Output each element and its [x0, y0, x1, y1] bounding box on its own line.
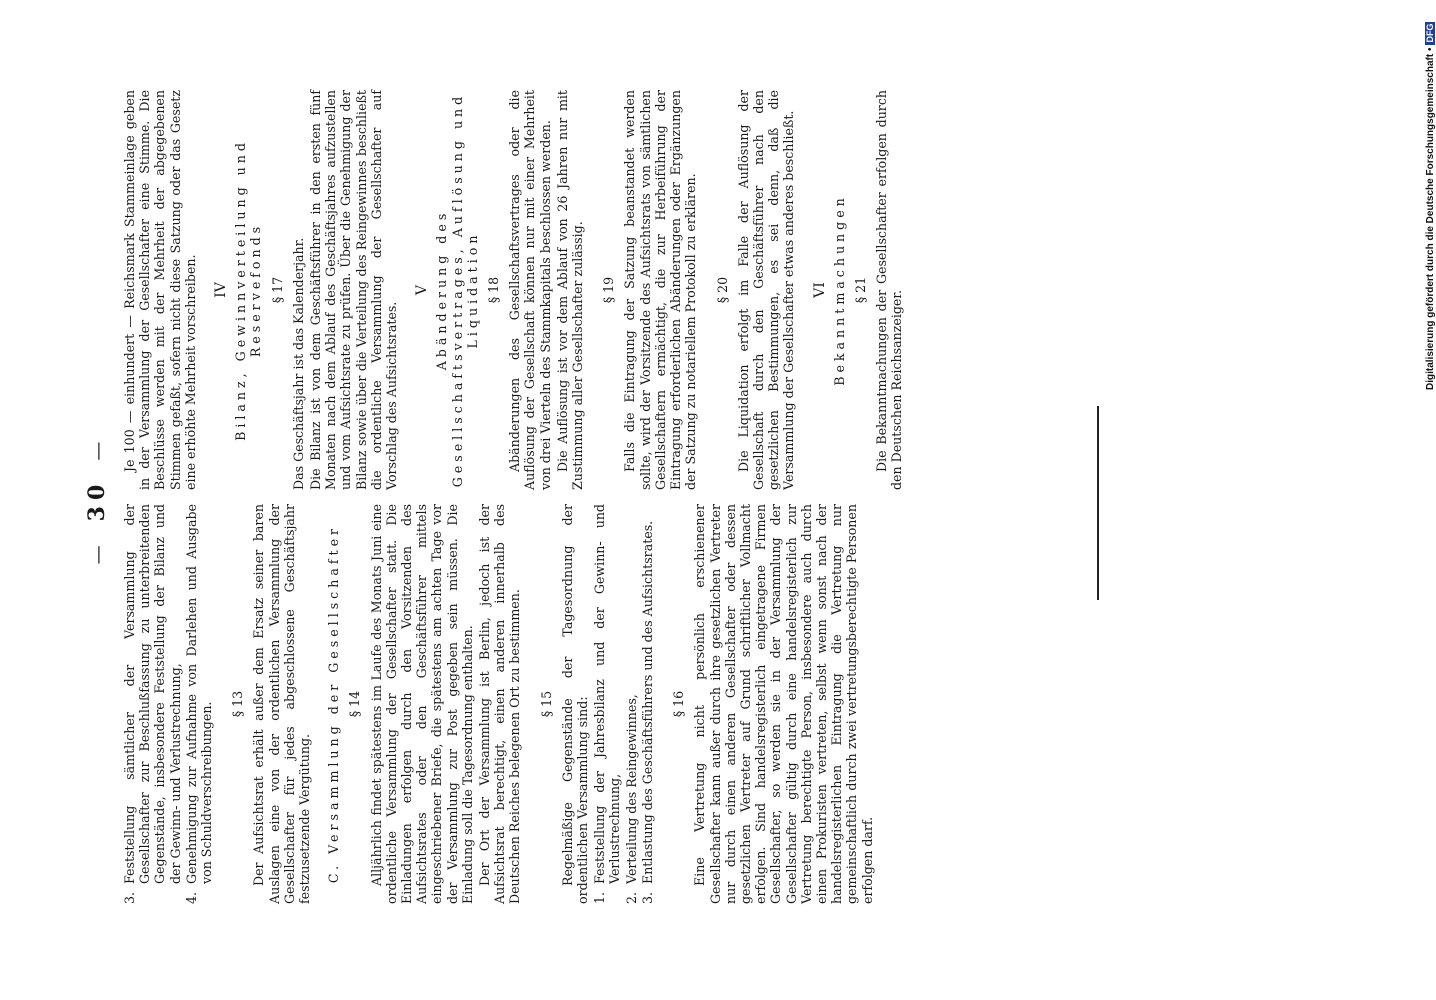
list-text: Feststellung sämtlicher der Versammlung der Gesellschafter zur Beschlußfassung zu unterbreitenden Gegenstände, insbesondere Feststellung der Bilanz und der Gewinn- und Verlustrechnung,	[122, 504, 183, 884]
voting-paragraph: Je 100 — einhundert — Reichsmark Stammeinlage geben in der Versammlung der Gesellschafter eine Stimme. Die Beschlüsse werden mit der Mehrheit der abgegebenen Stimmen gefaßt, sofern nicht diese Satzung oder das Gesetz eine erhöhte Mehrheit vorschreiben.	[122, 90, 198, 490]
section-21-heading: § 21	[852, 276, 868, 304]
list-number: 3.	[122, 891, 137, 904]
section-13-text: Der Aufsichtsrat erhält außer dem Ersatz seiner baren Auslagen eine von der ordentlichen Versammlung der Gesellschafter für jedes abgeschlossene Geschäftsjahr festzusetzende Vergütung.	[251, 504, 313, 904]
section-17-paragraph-2: Die Bilanz ist von dem Geschäftsführer in den ersten fünf Monaten nach dem Ablauf des Geschäftsjahres aufzustellen und vom Aufsichtsrate zu prüfen. Über die Genehmigung der Bilanz sowie über die Verteilung des Reingewinnes beschließt die ordentliche Versammlung der Gesellschafter auf Vorschlag des Aufsichtsrates.	[308, 90, 400, 490]
page-number-dash-left: —	[87, 539, 109, 565]
section-15-heading: § 15	[538, 690, 554, 718]
part-iv-heading: Bilanz, Gewinnverteilung und Reservefonds	[233, 139, 264, 441]
left-column	[122, 504, 877, 904]
right-column	[122, 90, 907, 490]
list-item	[640, 504, 655, 904]
section-17-heading: § 17	[269, 276, 285, 304]
list-text: Feststellung der Jahresbilanz und der Gewinn- und Verlustrechnung,	[592, 504, 623, 884]
part-vi-heading: Bekanntmachungen	[831, 194, 847, 386]
list-item	[624, 504, 639, 904]
section-14-paragraph-1: Alljährlich findet spätestens im Laufe des Monats Juni eine ordentliche Versammlung der Gesellschafter statt. Die Einladungen erfolgen durch den Vorsitzenden des Aufsichtsrates oder den Geschäftsführer mittels eingeschriebener Briefe, die spätestens am achten Tage vor der Versammlung zur Post gegeben sein müssen. Die Einladung soll die Tagesordnung enthalten.	[368, 504, 475, 904]
section-16-text: Eine Vertretung nicht persönlich erschienener Gesellschafter kann außer durch ihre gesetzlichen Vertreter nur durch einen anderen Gesellschafter oder dessen gesetzlichen Vertreter auf Grund schriftlicher Vollmacht erfolgen. Sind handelsregisterlich eingetragene Firmen Gesellschafter, so werden sie in der Versammlung der Gesellschafter gültig durch eine handelsregisterlich zur Vertretung berechtigte Person, insbesondere auch durch einen Prokuristen vertreten, selbst wenn sonst nach der handelsregisterlichen Eintragung die Vertretung nur gemeinschaftlich durch zwei vertretungsberechtigte Personen erfolgen darf.	[692, 504, 875, 904]
part-v-numeral: V	[414, 284, 431, 296]
section-18-heading: § 18	[486, 276, 502, 304]
part-iv-numeral: IV	[213, 282, 230, 298]
section-18-paragraph-1: Abänderungen des Gesellschaftsvertrages oder die Auflösung der Gesellschaft können nur mit einer Mehrheit von drei Vierteln des Stammkapitals beschlossen werden.	[507, 90, 553, 490]
list-number: 3.	[639, 891, 655, 904]
section-19-heading: § 19	[601, 276, 617, 304]
page-header	[84, 0, 110, 1000]
list-number: 2.	[623, 891, 639, 904]
list-text: Entlastung des Geschäftsführers und des Aufsichtsrates.	[639, 520, 655, 884]
page-number-dash-right: —	[87, 435, 109, 461]
list-text: Genehmigung zur Aufnahme von Darlehen und Ausgabe von Schuldverschreibungen.	[183, 504, 215, 884]
digitization-credit	[1425, 22, 1436, 390]
section-18-paragraph-2: Die Auflösung ist vor dem Ablauf von 26 Jahren nur mit Zustimmung aller Gesellschafter zulässig.	[554, 90, 586, 490]
list-item	[592, 504, 622, 904]
list-text: Verteilung des Reingewinnes,	[623, 694, 639, 884]
section-c-heading: C. Versammlung der Gesellschafter	[326, 524, 342, 884]
section-20-heading: § 20	[714, 276, 730, 304]
part-v-heading: Abänderung des Gesellschaftsvertrages, Auflösung und Liquidation	[434, 92, 480, 488]
section-14-paragraph-2: Der Ort der Versammlung ist Berlin, jedoch ist der Aufsichtsrat berechtigt, einen anderen innerhalb des Deutschen Reiches belegenen Ort zu bestimmen.	[477, 504, 523, 904]
digitization-sidebar	[1416, 0, 1434, 1000]
section-14-heading: § 14	[347, 690, 363, 718]
section-15-intro: Regelmäßige Gegenstände der Tagesordnung der ordentlichen Versammlung sind:	[559, 504, 591, 904]
list-item	[184, 504, 214, 904]
list-item	[122, 504, 183, 904]
end-rule	[1097, 406, 1099, 600]
list-number: 1.	[592, 891, 608, 904]
credit-text: Digitalisierung gefördert durch die Deutsche Forschungsgemeinschaft •	[1425, 47, 1436, 390]
section-20-text: Die Liquidation erfolgt im Falle der Auflösung der Gesellschaft durch den Geschäftsführer nach den gesetzlichen Bestimmungen, es sei denn, daß die Versammlung der Gesellschafter etwas anderes beschließt.	[735, 90, 797, 490]
section-21-text: Die Bekanntmachungen der Gesellschafter erfolgen durch den Deutschen Reichsanzeiger.	[874, 90, 905, 490]
section-16-heading: § 16	[671, 690, 687, 718]
part-vi-numeral: VI	[811, 282, 828, 298]
section-17-paragraph-1: Das Geschäftsjahr ist das Kalenderjahr.	[290, 237, 306, 490]
section-13-heading: § 13	[230, 690, 246, 718]
dfg-logo: DFG	[1425, 23, 1435, 43]
section-19-text: Falls die Eintragung der Satzung beanstandet werden sollte, wird der Vorsitzende des Aufsichtsrats von sämtlichen Gesellschaftern ermächtigt, die zur Herbeiführung der Eintragung erforderlichen Abänderungen oder Ergänzungen der Satzung zu notariellem Protokoll zu erklären.	[622, 90, 699, 490]
list-number: 4.	[183, 891, 199, 904]
page-number: 30	[84, 478, 110, 522]
